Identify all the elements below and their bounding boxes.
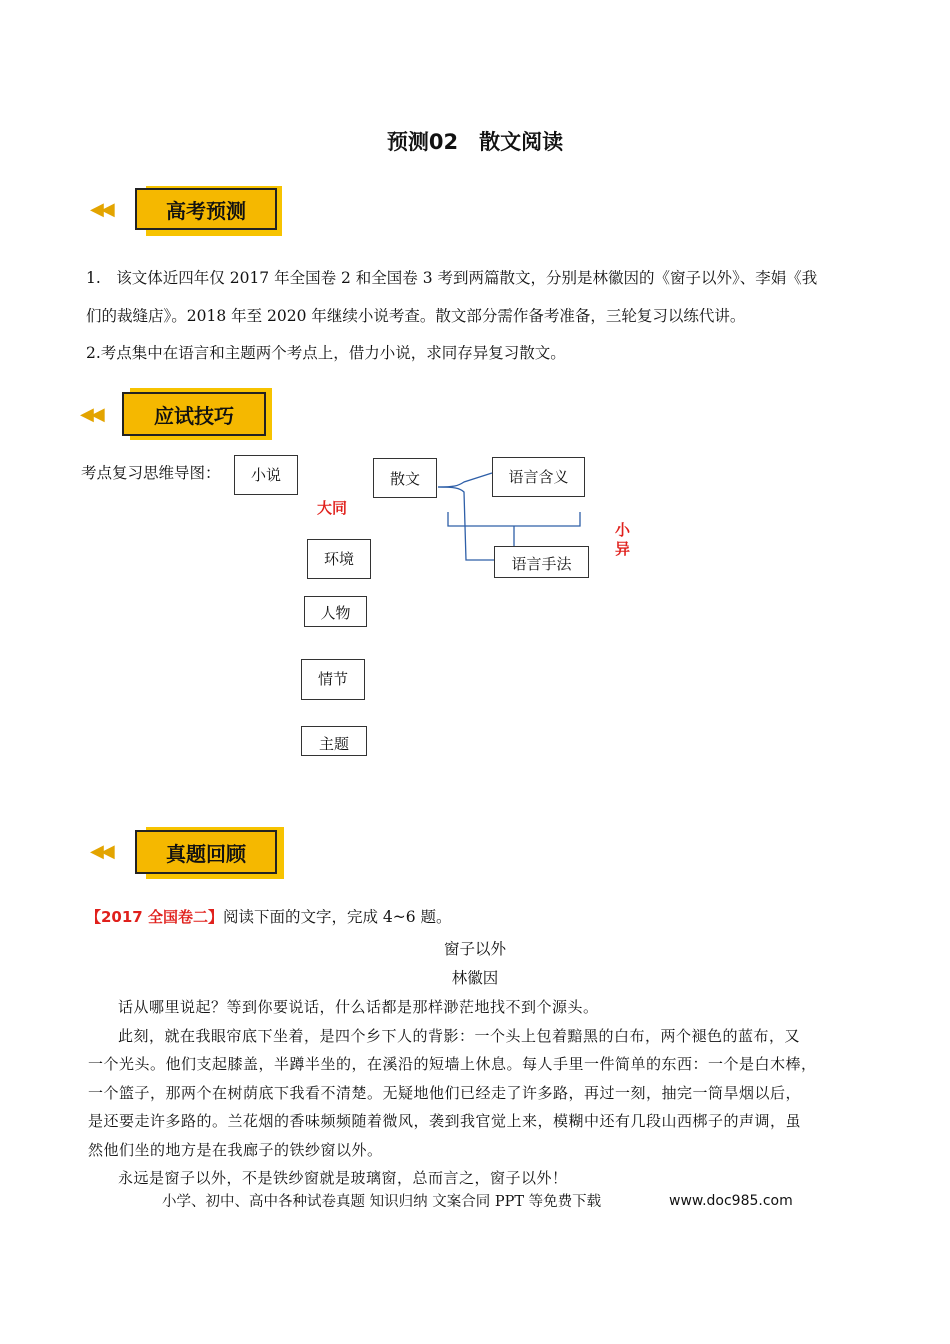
- footer-url[interactable]: www.doc985.com: [669, 1193, 793, 1209]
- mindmap-node-character: [304, 596, 367, 627]
- essay-line: 是还要走许多路的。兰花烟的香味频频随着微风，袭到我官觉上来，模糊中还有几段山西梆子的声调，虽: [88, 1112, 802, 1130]
- essay-line: 话从哪里说起？等到你要说话，什么话都是那样渺茫地找不到个源头。: [118, 998, 599, 1016]
- essay-line: 永远是窗子以外，不是铁纱窗就是玻璃窗，总而言之，窗子以外！: [118, 1169, 568, 1187]
- double-arrow-icon: ◀◀: [80, 404, 102, 425]
- section-badge-past-exams: [135, 830, 277, 874]
- section-title-forecast: 高考预测: [166, 198, 246, 223]
- footer-text: 小学、初中、高中各种试卷真题 知识归纳 文案合同 PPT 等免费下载: [162, 1194, 602, 1210]
- essay-line: 此刻，就在我眼帘底下坐着，是四个乡下人的背影：一个头上包着黯黑的白布，两个褪色的蓝布，又: [118, 1027, 801, 1045]
- node-label: 语言含义: [508, 468, 569, 486]
- node-label: 散文: [389, 470, 420, 488]
- mindmap-node-environment: [307, 539, 371, 579]
- exam-instruction-line: [86, 907, 452, 927]
- label-small-diff: 小异: [615, 521, 631, 558]
- section-badge-forecast: [135, 188, 277, 230]
- mindmap-node-novel: [234, 455, 298, 495]
- double-arrow-icon: ◀◀: [90, 841, 112, 862]
- mindmap-node-plot: [301, 659, 365, 700]
- essay-line: 然他们坐的地方是在我廊子的铁纱窗以外。: [88, 1141, 383, 1159]
- mindmap-node-theme: [301, 726, 367, 756]
- forecast-paragraph-1-line-2: 们的裁缝店》。2018 年至 2020 年继续小说考查。散文部分需作备考准备，三轮复习以练代讲。: [86, 307, 746, 325]
- label-big-same: 大同: [317, 499, 348, 517]
- node-label: 人物: [320, 604, 351, 622]
- page-title: 预测02 散文阅读: [386, 130, 564, 154]
- section-title-skills: 应试技巧: [154, 403, 234, 428]
- essay-author: 林徽因: [451, 969, 499, 987]
- exam-tag: 【2017 全国卷二】: [86, 908, 223, 926]
- double-arrow-icon: ◀◀: [90, 199, 112, 220]
- forecast-paragraph-2: 2.考点集中在语言和主题两个考点上，借力小说，求同存异复习散文。: [86, 344, 566, 362]
- essay-title: 窗子以外: [443, 940, 506, 958]
- essay-line: 一个光头。他们支起膝盖，半蹲半坐的，在溪沿的短墙上休息。每人手里一件简单的东西：一个是白木棒，: [88, 1055, 817, 1073]
- mindmap-node-prose: [373, 458, 437, 498]
- mindmap-connectors: [436, 460, 596, 570]
- section-title-past-exams: 真题回顾: [166, 841, 246, 866]
- node-label: 情节: [317, 670, 348, 688]
- node-label: 环境: [323, 550, 354, 568]
- forecast-paragraph-1-line-1: 1. 该文体近四年仅 2017 年全国卷 2 和全国卷 3 考到两篇散文，分别是林徽因的《窗子以外》、李娟《我: [86, 269, 818, 287]
- node-label: 小说: [250, 466, 281, 484]
- mindmap-label: 考点复习思维导图：: [81, 464, 221, 482]
- section-badge-skills: [122, 392, 266, 436]
- exam-instruction: 阅读下面的文字，完成 4~6 题。: [222, 908, 452, 926]
- node-label: 主题: [318, 735, 349, 753]
- node-label: 语言手法: [511, 555, 572, 573]
- essay-line: 一个篮子，那两个在树荫底下我看不清楚。无疑地他们已经走了许多路，再过一刻，抽完一筒旱烟以后，: [88, 1084, 802, 1102]
